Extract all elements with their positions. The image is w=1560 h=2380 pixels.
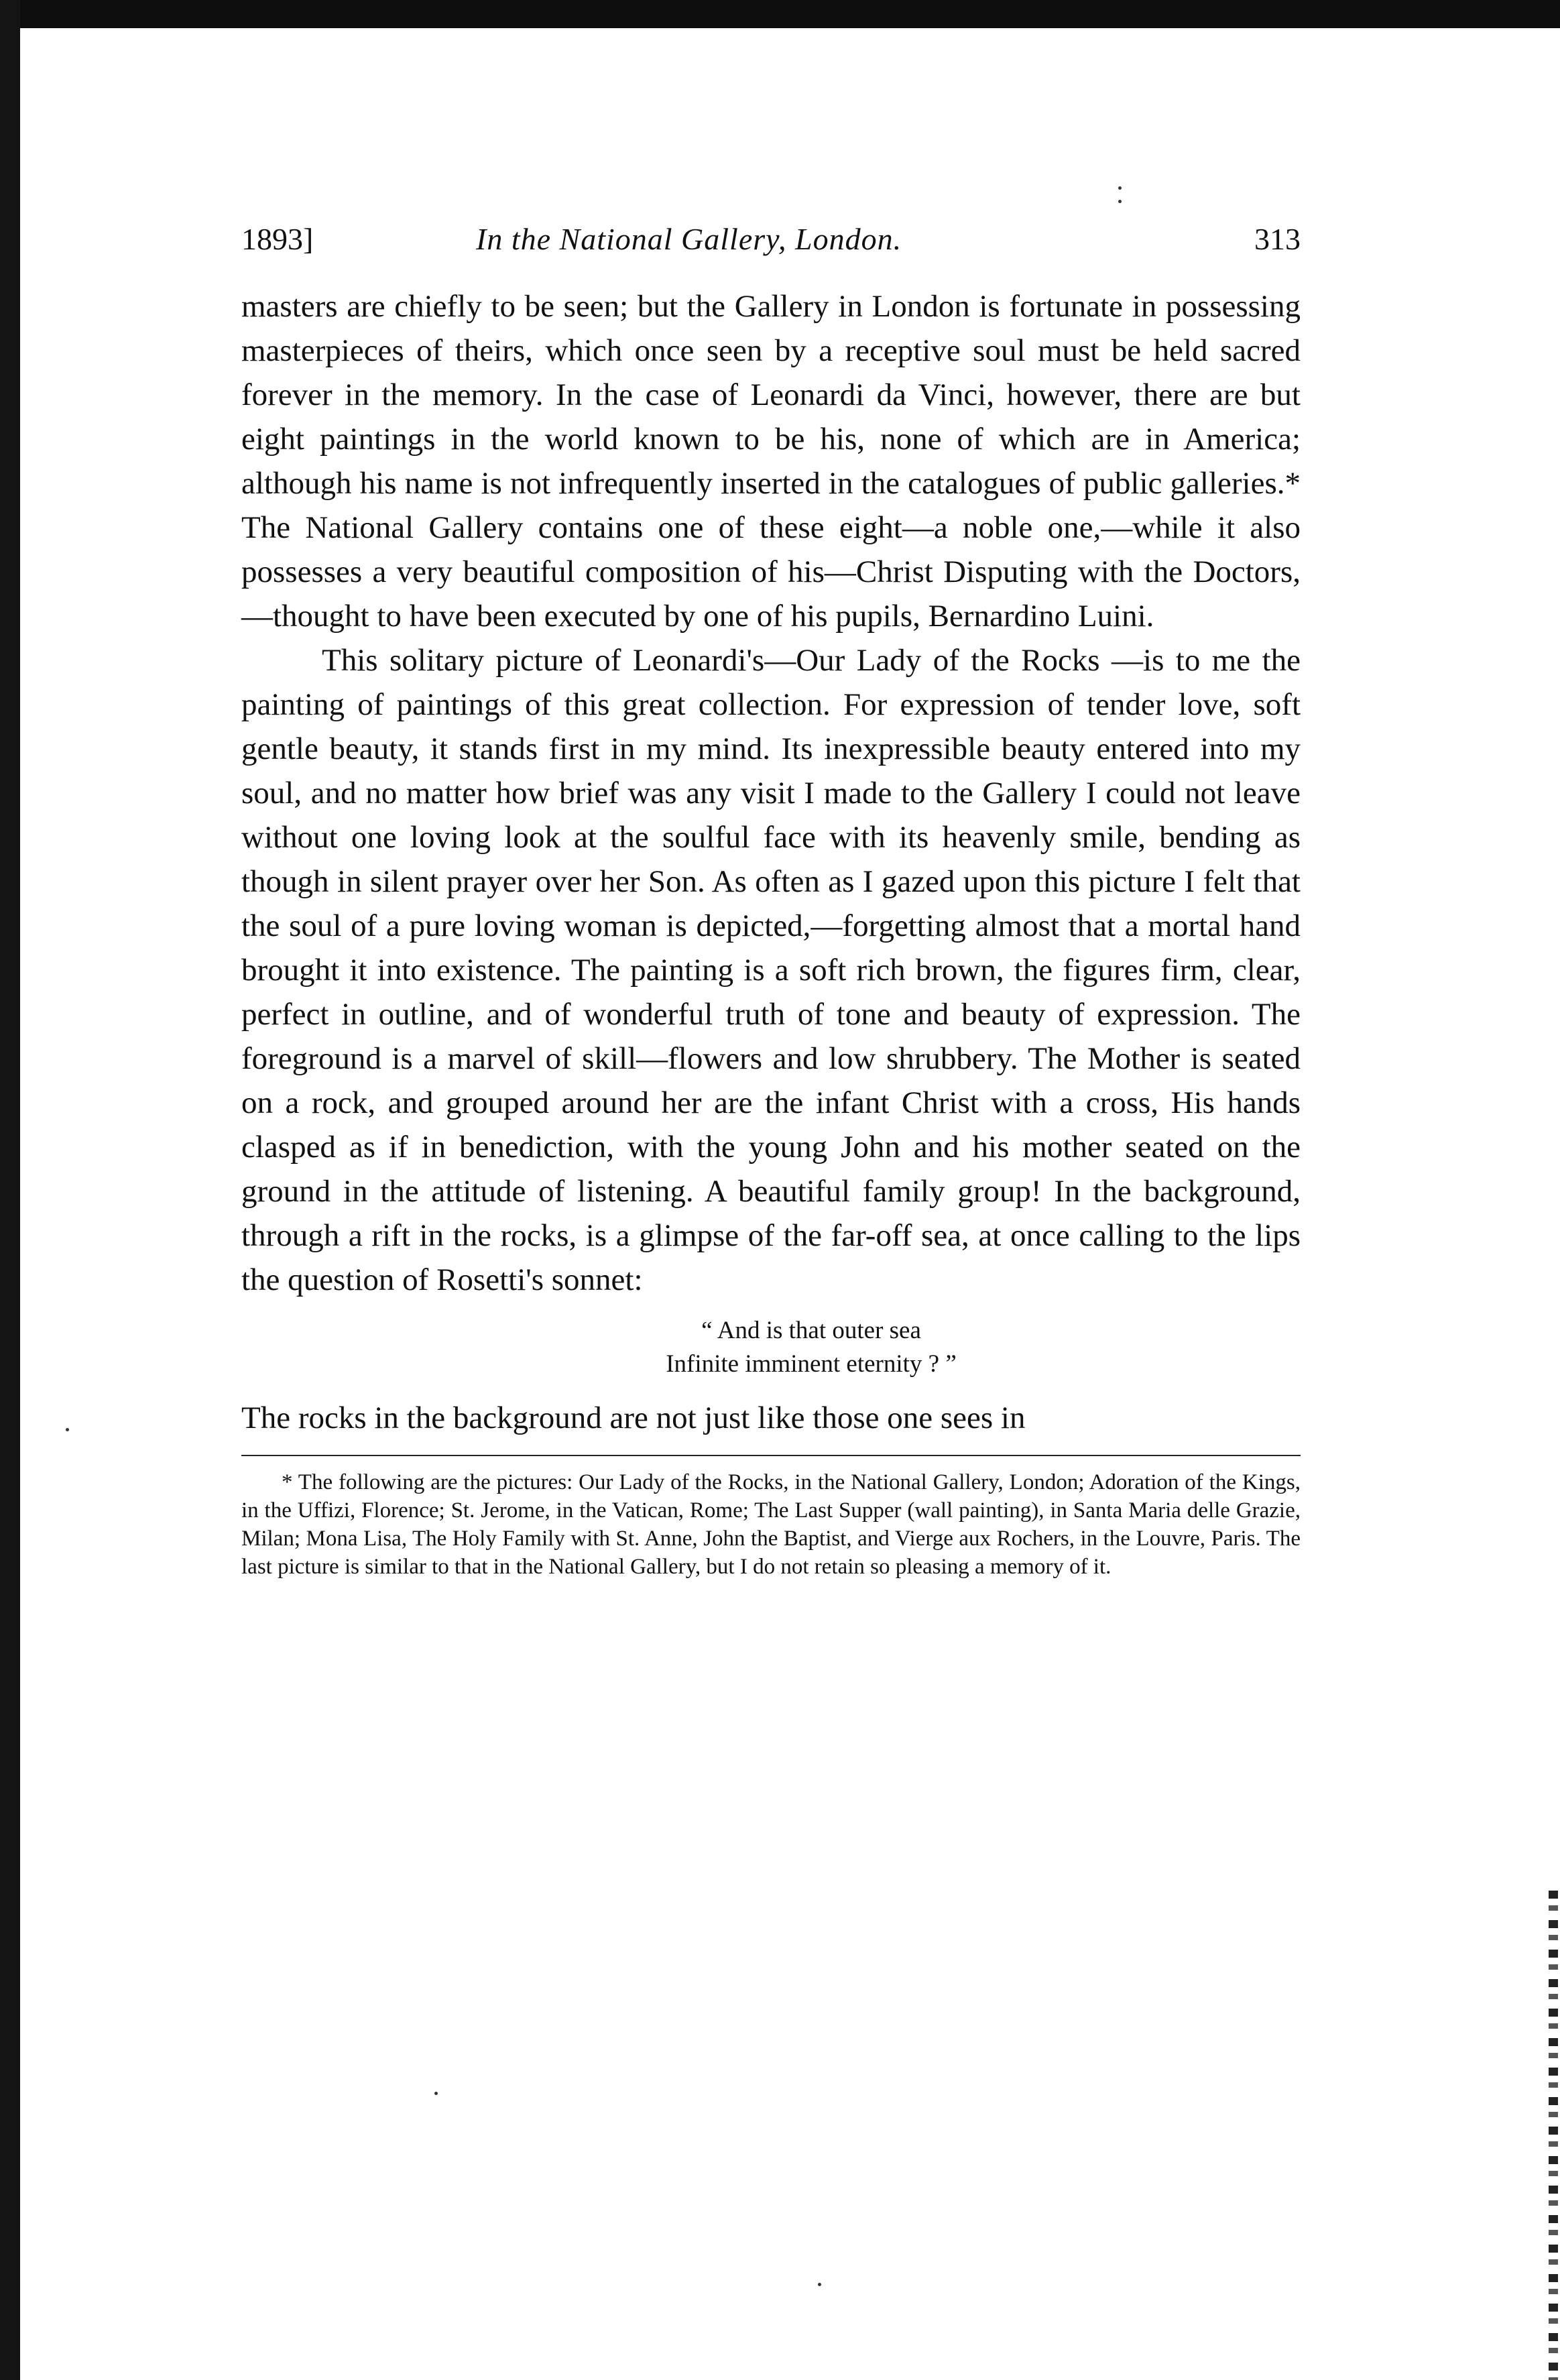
paragraph-2: This solitary picture of Leonardi's—Our Lady of the Rocks —is to me the painting of paintings of this great collection. For expression of tender love, soft gentle beauty, it stands first in my mind. Its inexpressible beauty entered into my soul, and no matter how brief was any visit I made to the Gallery I could not leave without one loving look at the soulful face with its heavenly smile, bending as though in silent prayer over her Son. As often as I gazed upon this picture I felt that the soul of a pure loving woman is depicted,—forgetting almost that a mortal hand brought it into existence. The painting is a soft rich brown, the figures firm, clear, perfect in outline, and of wonderful truth of tone and beauty of expression. The foreground is a marvel of skill—flowers and low shrubbery. The Mother is seated on a rock, and grouped around her are the infant Christ with a cross, His hands clasped as if in benediction, with the young John and his mother seated on the ground in the attitude of listening. A beautiful family group! In the background, through a rift in the rocks, is a glimpse of the far-off sea, at once calling to the lips the question of Rosetti's sonnet:	[241, 643, 1301, 1297]
scan-speck	[434, 2092, 438, 2095]
footnote: * The following are the pictures: Our Lady of the Rocks, in the National Gallery, London; Adoration of the Kings, in the Uffizi, Florence; St. Jerome, in the Vatican, Rome; The Last Supper (wall painting), in Santa Maria delle Grazie, Milan; Mona Lisa, The Holy Family with St. Anne, John the Baptist, and Vierge aux Rochers, in the Louvre, Paris. The last picture is similar to that in the National Gallery, but I do not retain so pleasing a memory of it.	[241, 1470, 1301, 1579]
quote-line-1: “ And is that outer sea	[701, 1317, 921, 1344]
book-page	[241, 221, 1301, 1581]
scan-speck	[1118, 186, 1122, 190]
sonnet-quote	[241, 1314, 1301, 1381]
running-title: In the National Gallery, London.	[476, 222, 902, 256]
scan-border-top	[0, 0, 1560, 28]
closing-line: The rocks in the background are not just like those one sees in	[241, 1401, 1026, 1435]
page-number: 313	[1254, 222, 1301, 256]
footnote-divider	[241, 1455, 1301, 1456]
scan-speck	[818, 2283, 821, 2286]
scan-speck	[66, 1428, 69, 1431]
quote-line-2: Infinite imminent eternity ? ”	[666, 1350, 957, 1378]
paragraph-1: masters are chiefly to be seen; but the Gallery in London is fortunate in possessing masterpieces of theirs, which once seen by a receptive soul must be held sacred forever in the memory. In the case of Leonardi da Vinci, however, there are but eight paintings in the world known to be his, none of which are in America; although his name is not infrequently inserted in the catalogues of public galleries.* The National Gallery contains one of these eight—a noble one,—while it also possesses a very beautiful composition of his—Christ Disputing with the Doctors, —thought to have been executed by one of his pupils, Bernardino Luini.	[241, 289, 1301, 634]
header-year: 1893]	[241, 222, 314, 256]
scan-border-left	[0, 0, 20, 2380]
body-text	[241, 284, 1301, 1440]
page-header	[241, 221, 1301, 275]
scan-speck	[1118, 200, 1122, 203]
scan-border-right	[1549, 1891, 1558, 2380]
